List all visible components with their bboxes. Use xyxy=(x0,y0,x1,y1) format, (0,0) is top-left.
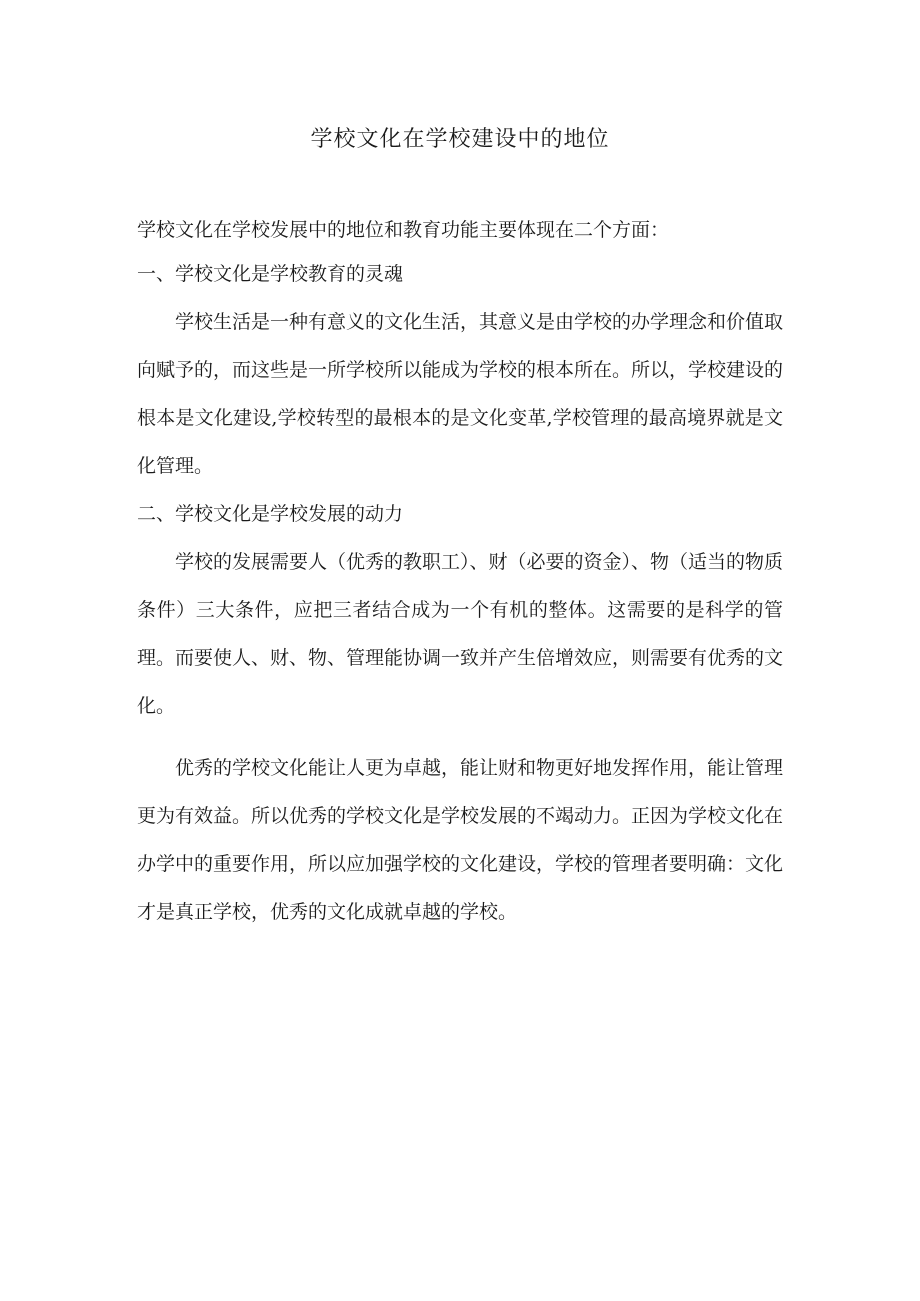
document-title: 学校文化在学校建设中的地位 xyxy=(310,127,610,152)
section-2-paragraph-1: 学校的发展需要人（优秀的教职工）、财（必要的资金）、物（适当的物质条件）三大条件，应把三者结合成为一个有机的整体。这需要的是科学的管理。而要使人、财、物、管理能协调一致并产生倍增效应，则需要有优秀的文化。 xyxy=(137,551,784,717)
section-1-paragraph-1: 学校生活是一种有意义的文化生活，其意义是由学校的办学理念和价值取向赋予的，而这些是一所学校所以能成为学校的根本所在。所以，学校建设的根本是文化建设,学校转型的最根本的是文化变革,学校管理的最高境界就是文化管理。 xyxy=(137,311,784,477)
section-heading-2: 二、学校文化是学校发展的动力 xyxy=(137,503,404,525)
intro-paragraph: 学校文化在学校发展中的地位和教育功能主要体现在二个方面： xyxy=(137,219,670,241)
section-heading-1: 一、学校文化是学校教育的灵魂 xyxy=(137,263,404,285)
document-body xyxy=(137,118,783,936)
section-2-paragraph-2: 优秀的学校文化能让人更为卓越，能让财和物更好地发挥作用，能让管理更为有效益。所以优秀的学校文化是学校发展的不竭动力。正因为学校文化在办学中的重要作用，所以应加强学校的文化建设，学校的管理者要明确：文化才是真正学校，优秀的文化成就卓越的学校。 xyxy=(137,757,784,923)
